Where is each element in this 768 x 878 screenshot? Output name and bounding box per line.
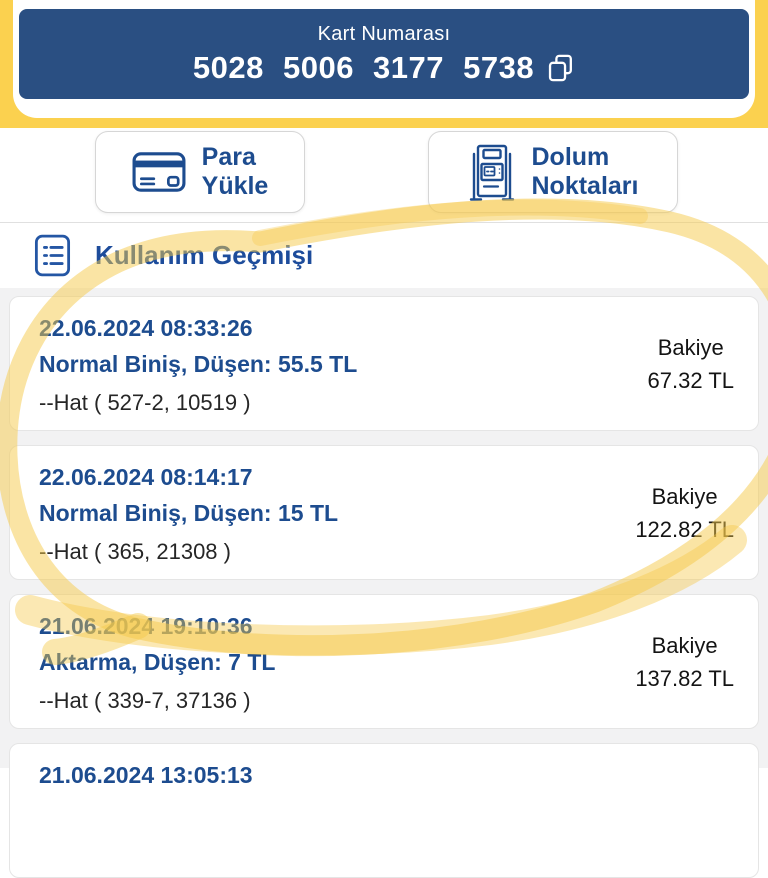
transaction-datetime: 21.06.2024 19:10:36	[39, 613, 253, 639]
credit-card-icon	[132, 151, 186, 193]
balance-value: 67.32 TL	[647, 367, 734, 393]
card-header-section	[0, 0, 768, 128]
balance-label: Bakiye	[657, 334, 724, 360]
dolum-noktalari-button[interactable]	[428, 131, 678, 213]
transaction-line-info: --Hat ( 339-7, 37136 )	[39, 688, 251, 713]
transaction-balance	[635, 480, 734, 546]
copy-icon	[547, 53, 575, 83]
transaction-description: Normal Biniş, Düşen: 55.5 TL	[39, 351, 358, 377]
transaction-card[interactable]	[9, 594, 759, 729]
transaction-datetime: 21.06.2024 13:05:13	[39, 762, 253, 788]
transaction-card[interactable]	[9, 445, 759, 580]
transaction-line-info: --Hat ( 527-2, 10519 )	[39, 390, 251, 415]
transaction-datetime: 22.06.2024 08:14:17	[39, 464, 253, 490]
para-yukle-label: Para Yükle	[201, 143, 269, 200]
history-section-header	[0, 223, 768, 288]
transaction-description: Normal Biniş, Düşen: 15 TL	[39, 500, 339, 526]
balance-value: 137.82 TL	[635, 665, 734, 691]
balance-label: Bakiye	[651, 483, 718, 509]
card-panel	[13, 0, 755, 118]
card-number-label: Kart Numarası	[317, 22, 451, 45]
transaction-card-partial[interactable]	[9, 743, 759, 878]
transaction-datetime: 22.06.2024 08:33:26	[39, 315, 253, 341]
card-number-value: 5028 5006 3177 5738	[192, 49, 535, 85]
card-number-box	[19, 9, 749, 99]
copy-card-number-button[interactable]	[547, 53, 575, 83]
balance-label: Bakiye	[651, 632, 718, 658]
dolum-noktalari-label: Dolum Noktaları	[531, 143, 639, 200]
transaction-list	[0, 288, 768, 788]
transaction-card[interactable]	[9, 296, 759, 431]
kiosk-icon	[468, 142, 516, 202]
transaction-description: Aktarma, Düşen: 7 TL	[39, 649, 276, 675]
history-list-icon	[33, 234, 72, 277]
transaction-balance	[648, 331, 734, 397]
action-buttons-row	[0, 128, 768, 222]
history-title: Kullanım Geçmişi	[95, 240, 314, 270]
transaction-line-info: --Hat ( 365, 21308 )	[39, 539, 231, 564]
balance-value: 122.82 TL	[635, 516, 734, 542]
transaction-balance	[635, 629, 734, 695]
para-yukle-button[interactable]	[95, 131, 305, 213]
